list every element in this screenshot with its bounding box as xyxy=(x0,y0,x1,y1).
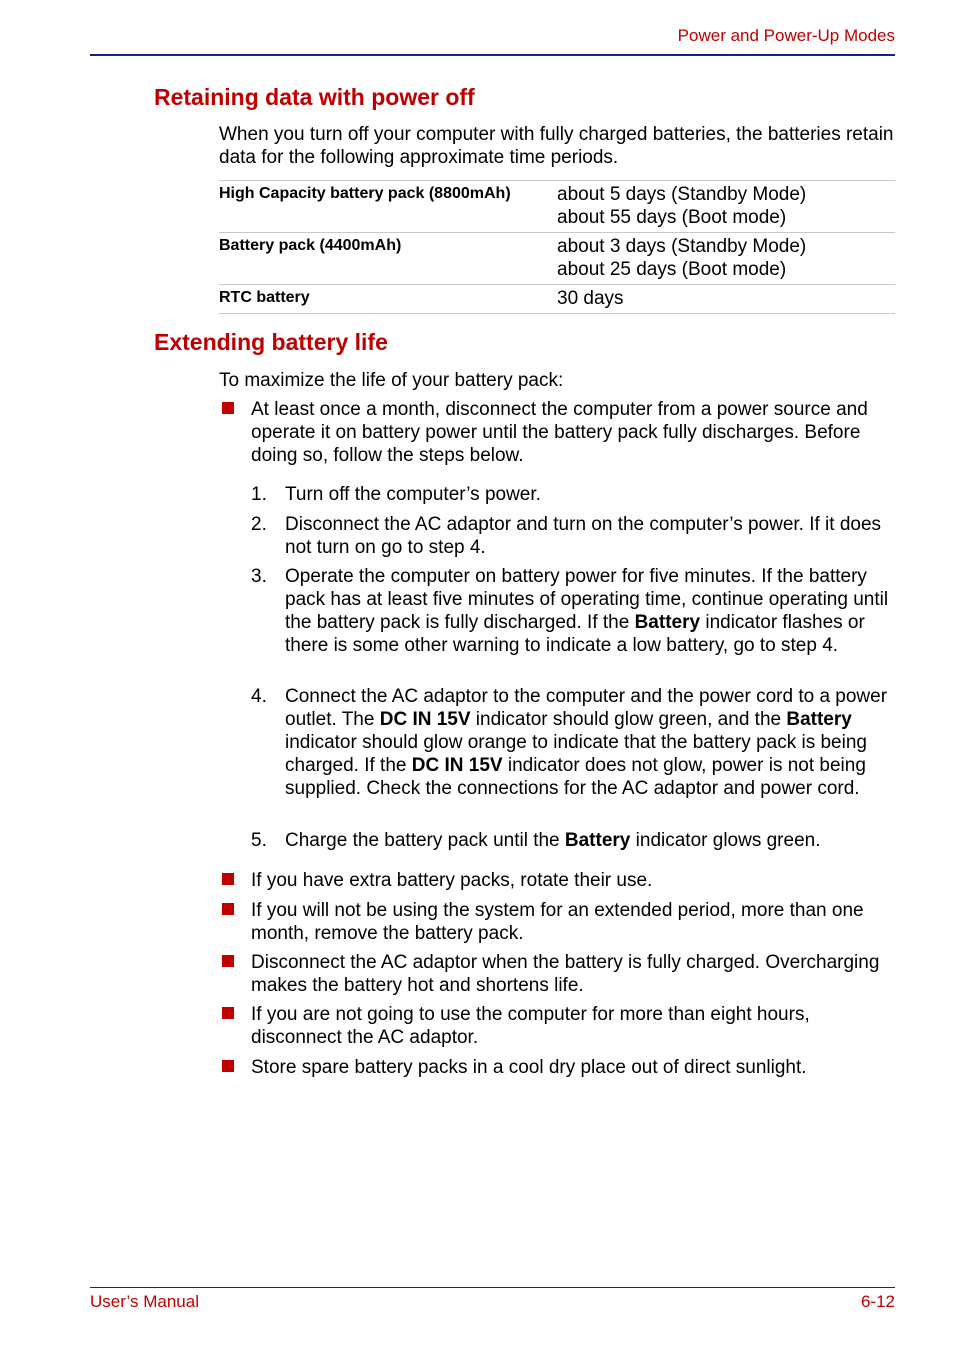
retaining-intro: When you turn off your computer with fully charged batteries, the batteries retain data for the following approximate time periods. xyxy=(219,124,894,168)
row-label: High Capacity battery pack (8800mAh) xyxy=(219,181,557,233)
value-line: about 5 days (Standby Mode) xyxy=(557,184,807,205)
step-number: 4. xyxy=(251,686,267,707)
step-item xyxy=(251,829,891,852)
list-item xyxy=(219,951,891,997)
table-row xyxy=(219,233,895,285)
bullet-square-icon xyxy=(222,955,234,967)
step-item xyxy=(251,513,891,559)
list-item xyxy=(219,1056,891,1079)
bullet-text: Disconnect the AC adaptor when the battery is fully charged. Overcharging makes the battery hot and shortens life. xyxy=(251,952,880,996)
bullet-square-icon xyxy=(222,873,234,885)
bullet-text: If you are not going to use the computer for more than eight hours, disconnect the AC adaptor. xyxy=(251,1004,810,1048)
extending-intro: To maximize the life of your battery pack: xyxy=(219,370,564,391)
row-value xyxy=(557,233,895,285)
bullet-square-icon xyxy=(222,1060,234,1072)
step-number: 2. xyxy=(251,514,267,535)
running-header: Power and Power-Up Modes xyxy=(677,26,895,45)
row-value xyxy=(557,181,895,233)
step-text: Charge the battery pack until the Battery indicator glows green. xyxy=(285,830,821,851)
bullet-text: Store spare battery packs in a cool dry place out of direct sunlight. xyxy=(251,1057,807,1078)
list-item xyxy=(219,899,891,945)
bullet-square-icon xyxy=(222,903,234,915)
value-line: about 55 days (Boot mode) xyxy=(557,207,787,228)
step-text: Connect the AC adaptor to the computer and the power cord to a power outlet. The DC IN 15V indicator should glow green, and the Battery indicator should glow orange to indicate that the battery pack is being charged. If the DC IN 15V indicator does not glow, power is not being supplied. Check the connections for the AC adaptor and power cord. xyxy=(285,686,888,799)
list-item xyxy=(219,869,891,892)
section-heading-extending-battery: Extending battery life xyxy=(154,329,388,355)
value-line: 30 days xyxy=(557,288,624,309)
value-line: about 3 days (Standby Mode) xyxy=(557,236,807,257)
step-text: Operate the computer on battery power for five minutes. If the battery pack has at least five minutes of operating time, continue operating until the battery pack is fully discharged. If the Battery indicator flashes or there is some other warning to indicate a low battery, go to step 4. xyxy=(285,566,889,656)
step-number: 5. xyxy=(251,830,267,851)
step-item xyxy=(251,483,891,506)
row-value xyxy=(557,285,895,314)
retention-table xyxy=(219,180,895,314)
step-item xyxy=(251,685,891,800)
step-number: 3. xyxy=(251,566,267,587)
step-number: 1. xyxy=(251,484,267,505)
step-text: Disconnect the AC adaptor and turn on the computer’s power. If it does not turn on go to step 4. xyxy=(285,514,882,558)
footer-rule xyxy=(90,1287,895,1288)
table-row xyxy=(219,285,895,314)
step-item xyxy=(251,565,891,657)
footer-manual-title: User’s Manual xyxy=(90,1292,199,1311)
list-item xyxy=(219,1003,891,1049)
header-rule xyxy=(90,54,895,56)
page-number: 6-12 xyxy=(860,1292,895,1311)
bullet-square-icon xyxy=(222,402,234,414)
section-heading-retaining-data: Retaining data with power off xyxy=(154,84,475,110)
row-label: RTC battery xyxy=(219,285,557,314)
table-row xyxy=(219,181,895,233)
bullet-square-icon xyxy=(222,1007,234,1019)
bullet-text: At least once a month, disconnect the computer from a power source and operate it on battery power until the battery pack fully discharges. Before doing so, follow the steps below. xyxy=(251,399,868,466)
bullet-text: If you have extra battery packs, rotate their use. xyxy=(251,870,653,891)
row-label: Battery pack (4400mAh) xyxy=(219,233,557,285)
value-line: about 25 days (Boot mode) xyxy=(557,259,787,280)
list-item xyxy=(219,398,891,467)
bullet-text: If you will not be using the system for an extended period, more than one month, remove the battery pack. xyxy=(251,900,864,944)
step-text: Turn off the computer’s power. xyxy=(285,484,541,505)
